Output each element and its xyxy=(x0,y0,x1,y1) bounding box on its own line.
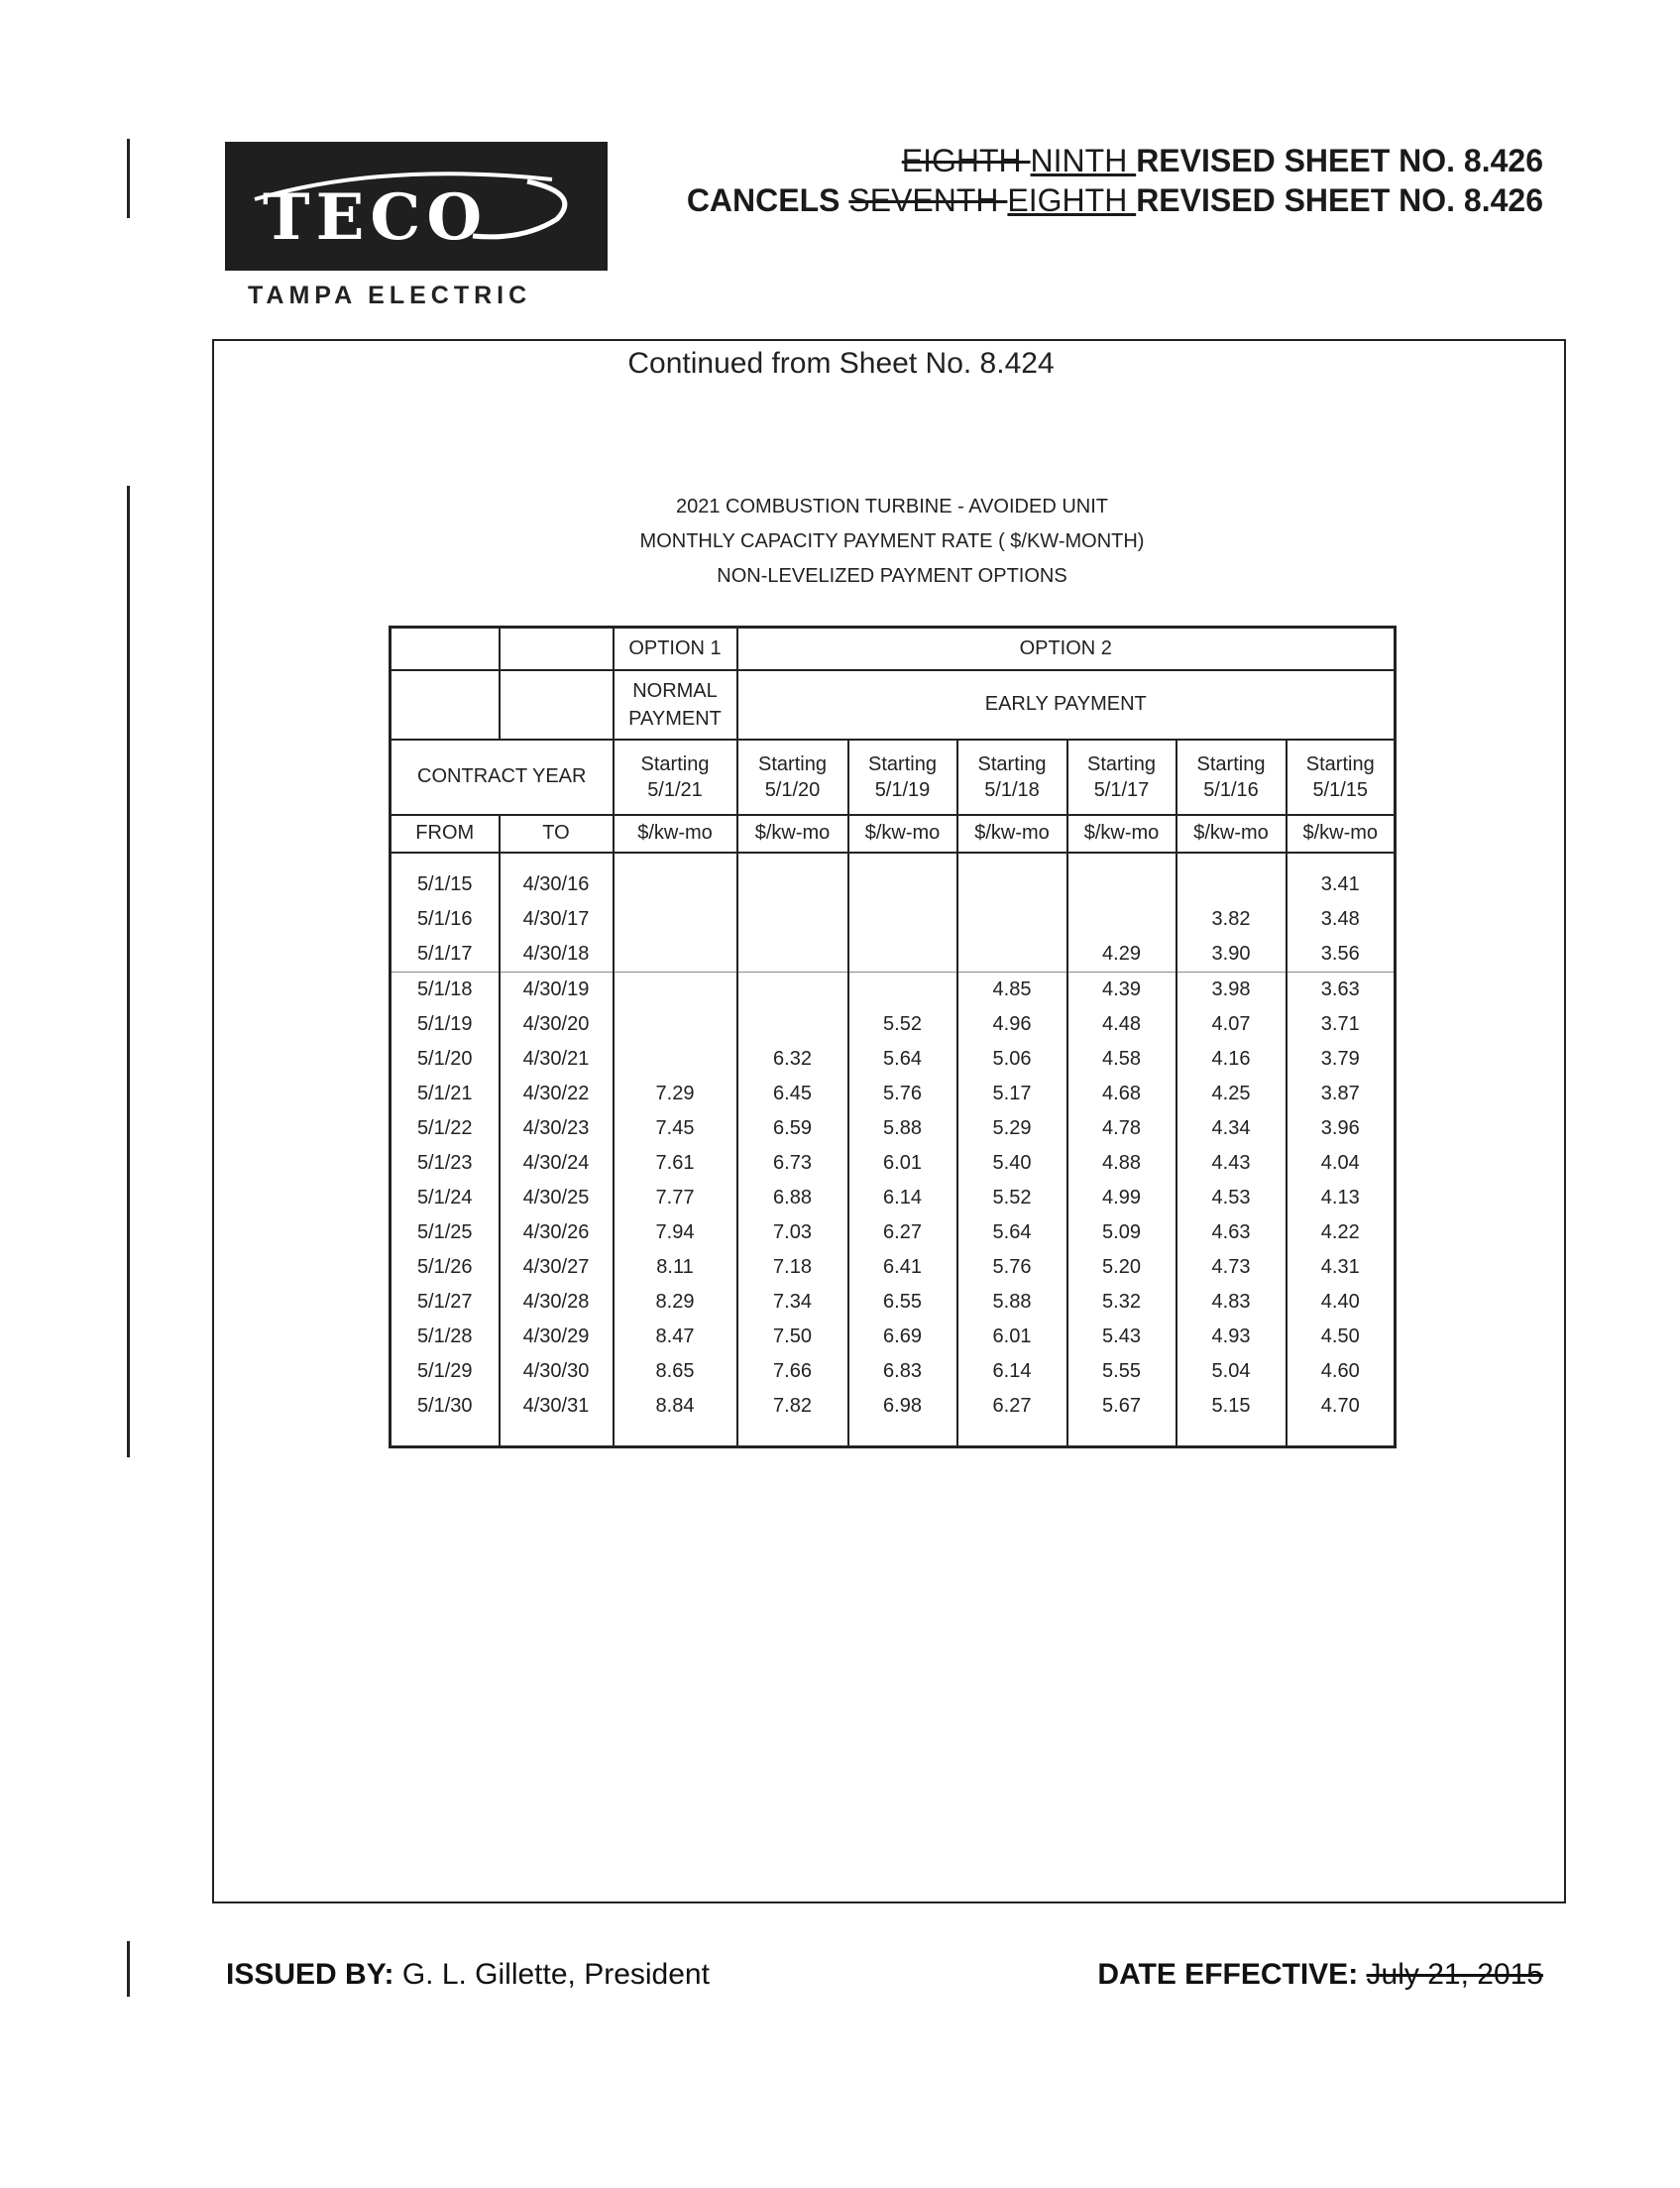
rate-cell: 6.32 xyxy=(737,1042,848,1077)
contract-year-header: CONTRACT YEAR xyxy=(391,740,614,815)
rate-cell: 4.43 xyxy=(1176,1146,1287,1181)
rate-cell: 5.20 xyxy=(1067,1250,1176,1285)
rate-cell xyxy=(848,937,957,973)
rate-cell: 4.88 xyxy=(1067,1146,1176,1181)
table-row xyxy=(391,1007,1396,1042)
option2-header: OPTION 2 xyxy=(737,628,1396,670)
rate-cell: 7.03 xyxy=(737,1215,848,1250)
rate-cell xyxy=(1176,853,1287,902)
table-row xyxy=(391,1354,1396,1389)
to-cell: 4/30/27 xyxy=(500,1250,614,1285)
rate-cell xyxy=(737,972,848,1007)
rate-cell: 6.73 xyxy=(737,1146,848,1181)
rate-cell: 5.64 xyxy=(848,1042,957,1077)
unit-header: $/kw-mo xyxy=(1176,815,1287,853)
rate-cell: 4.78 xyxy=(1067,1111,1176,1146)
rate-cell: 4.04 xyxy=(1287,1146,1396,1181)
start-date: 5/1/15 xyxy=(1312,778,1369,801)
rate-cell: 5.06 xyxy=(957,1042,1067,1077)
to-cell: 4/30/16 xyxy=(500,853,614,902)
to-cell: 4/30/30 xyxy=(500,1354,614,1389)
rate-cell: 6.27 xyxy=(848,1215,957,1250)
rate-cell: 4.40 xyxy=(1287,1285,1396,1320)
rate-cell: 3.63 xyxy=(1287,972,1396,1007)
unit-header: $/kw-mo xyxy=(614,815,737,853)
rate-cell: 4.85 xyxy=(957,972,1067,1007)
table-title-1: 2021 COMBUSTION TURBINE - AVOIDED UNIT xyxy=(675,496,1108,518)
from-cell: 5/1/29 xyxy=(391,1354,500,1389)
rate-cell: 8.29 xyxy=(614,1285,737,1320)
rate-cell: 5.04 xyxy=(1176,1354,1287,1389)
rate-cell: 7.94 xyxy=(614,1215,737,1250)
unit-header: $/kw-mo xyxy=(1067,815,1176,853)
rate-cell: 5.43 xyxy=(1067,1320,1176,1354)
rate-cell xyxy=(737,1007,848,1042)
from-cell: 5/1/19 xyxy=(391,1007,500,1042)
start-header xyxy=(1287,740,1396,815)
teco-logo-mark xyxy=(225,142,608,271)
rate-cell: 3.56 xyxy=(1287,937,1396,973)
rate-cell: 7.34 xyxy=(737,1285,848,1320)
table-row xyxy=(391,902,1396,937)
from-cell: 5/1/22 xyxy=(391,1111,500,1146)
to-cell: 4/30/26 xyxy=(500,1215,614,1250)
unit-header: $/kw-mo xyxy=(848,815,957,853)
rate-cell xyxy=(1067,853,1176,902)
table-row xyxy=(391,1389,1396,1447)
from-cell: 5/1/27 xyxy=(391,1285,500,1320)
rate-cell: 3.41 xyxy=(1287,853,1396,902)
inserted-text: EIGHTH xyxy=(1007,182,1137,218)
rate-cell: 8.65 xyxy=(614,1354,737,1389)
rate-cell: 7.82 xyxy=(737,1389,848,1447)
rate-cell: 4.93 xyxy=(1176,1320,1287,1354)
teco-logo xyxy=(225,142,608,271)
rate-cell: 4.99 xyxy=(1067,1181,1176,1215)
rate-cell: 5.15 xyxy=(1176,1389,1287,1447)
rate-cell: 4.34 xyxy=(1176,1111,1287,1146)
starting-label: Starting xyxy=(868,752,937,775)
logo-brand-text: TECO xyxy=(263,180,489,255)
from-cell: 5/1/18 xyxy=(391,972,500,1007)
rate-cell: 5.67 xyxy=(1067,1389,1176,1447)
rate-cell: 4.13 xyxy=(1287,1181,1396,1215)
rate-cell: 6.14 xyxy=(957,1354,1067,1389)
rate-cell: 4.83 xyxy=(1176,1285,1287,1320)
rate-cell xyxy=(957,937,1067,973)
start-date: 5/1/20 xyxy=(764,778,821,801)
to-cell: 4/30/21 xyxy=(500,1042,614,1077)
rate-cell: 4.68 xyxy=(1067,1077,1176,1111)
rate-cell xyxy=(614,1007,737,1042)
to-cell: 4/30/20 xyxy=(500,1007,614,1042)
to-header: TO xyxy=(500,815,614,853)
continued-text: Continued from Sheet No. 8.424 xyxy=(627,347,1055,380)
rate-cell: 4.07 xyxy=(1176,1007,1287,1042)
rate-cell: 5.88 xyxy=(848,1111,957,1146)
rate-cell xyxy=(614,972,737,1007)
starting-label: Starting xyxy=(977,752,1047,775)
early-payment-header: EARLY PAYMENT xyxy=(737,670,1396,740)
rate-cell: 3.87 xyxy=(1287,1077,1396,1111)
from-cell: 5/1/24 xyxy=(391,1181,500,1215)
rate-cell: 7.29 xyxy=(614,1077,737,1111)
struck-text: SEVENTH xyxy=(848,182,1008,218)
effective-date-struck: July 21, 2015 xyxy=(1366,1958,1543,1991)
normal-payment-header: NORMAL PAYMENT xyxy=(614,670,737,740)
rate-cell xyxy=(957,853,1067,902)
rate-cell xyxy=(848,853,957,902)
effective-label: DATE EFFECTIVE: xyxy=(1097,1958,1359,1991)
sheet-header xyxy=(687,141,1543,220)
rate-cell xyxy=(614,902,737,937)
from-cell: 5/1/17 xyxy=(391,937,500,973)
inserted-text: NINTH xyxy=(1030,143,1137,178)
to-cell: 4/30/18 xyxy=(500,937,614,973)
starting-label: Starting xyxy=(640,752,710,775)
rate-cell: 3.82 xyxy=(1176,902,1287,937)
rate-cell: 5.40 xyxy=(957,1146,1067,1181)
start-date: 5/1/21 xyxy=(647,778,703,801)
rate-cell: 3.48 xyxy=(1287,902,1396,937)
rate-cell: 4.22 xyxy=(1287,1215,1396,1250)
rate-cell xyxy=(848,972,957,1007)
rate-cell: 7.45 xyxy=(614,1111,737,1146)
rate-cell: 6.98 xyxy=(848,1389,957,1447)
rate-cell: 3.79 xyxy=(1287,1042,1396,1077)
rate-cell: 6.55 xyxy=(848,1285,957,1320)
rate-cell: 4.31 xyxy=(1287,1250,1396,1285)
continued-note xyxy=(0,347,1680,381)
rate-cell xyxy=(1067,902,1176,937)
issued-by xyxy=(226,1958,710,1992)
rate-cell: 5.76 xyxy=(848,1077,957,1111)
table-row xyxy=(391,853,1396,902)
from-cell: 5/1/25 xyxy=(391,1215,500,1250)
start-date: 5/1/19 xyxy=(874,778,931,801)
rate-cell xyxy=(737,853,848,902)
rate-cell: 8.11 xyxy=(614,1250,737,1285)
to-cell: 4/30/24 xyxy=(500,1146,614,1181)
rate-cell xyxy=(614,937,737,973)
date-effective xyxy=(1097,1958,1543,1992)
rate-cell: 3.71 xyxy=(1287,1007,1396,1042)
rate-cell: 7.61 xyxy=(614,1146,737,1181)
rate-cell: 5.52 xyxy=(848,1007,957,1042)
rate-cell: 6.88 xyxy=(737,1181,848,1215)
option1-header: OPTION 1 xyxy=(614,628,737,670)
rate-cell: 7.66 xyxy=(737,1354,848,1389)
struck-text: EIGHTH xyxy=(901,143,1031,178)
rate-cell: 5.88 xyxy=(957,1285,1067,1320)
cancels-text: CANCELS xyxy=(686,182,849,218)
from-cell: 5/1/28 xyxy=(391,1320,500,1354)
rate-cell: 5.32 xyxy=(1067,1285,1176,1320)
from-cell: 5/1/16 xyxy=(391,902,500,937)
table-row xyxy=(391,1285,1396,1320)
table-row xyxy=(391,1215,1396,1250)
rate-cell: 6.83 xyxy=(848,1354,957,1389)
to-cell: 4/30/19 xyxy=(500,972,614,1007)
start-header xyxy=(1176,740,1287,815)
rate-cell xyxy=(614,1042,737,1077)
rate-cell: 6.01 xyxy=(957,1320,1067,1354)
start-header xyxy=(1067,740,1176,815)
table-row xyxy=(391,1250,1396,1285)
starting-label: Starting xyxy=(1196,752,1266,775)
rate-cell: 7.18 xyxy=(737,1250,848,1285)
start-header xyxy=(957,740,1067,815)
rate-cell: 4.25 xyxy=(1176,1077,1287,1111)
unit-header: $/kw-mo xyxy=(737,815,848,853)
rate-cell: 6.69 xyxy=(848,1320,957,1354)
from-header: FROM xyxy=(391,815,500,853)
rate-cell: 6.45 xyxy=(737,1077,848,1111)
logo-tagline: TAMPA ELECTRIC xyxy=(248,282,532,309)
to-cell: 4/30/31 xyxy=(500,1389,614,1447)
table-row xyxy=(391,1181,1396,1215)
rate-cell: 5.76 xyxy=(957,1250,1067,1285)
revision-bar-header xyxy=(127,139,130,218)
rate-cell xyxy=(614,853,737,902)
revision-bar-table xyxy=(127,486,130,1457)
rate-cell: 4.16 xyxy=(1176,1042,1287,1077)
rate-cell: 6.27 xyxy=(957,1389,1067,1447)
rate-cell: 5.09 xyxy=(1067,1215,1176,1250)
blank-header-cell xyxy=(500,628,614,670)
blank-header-cell xyxy=(391,628,500,670)
rate-cell: 8.47 xyxy=(614,1320,737,1354)
rate-cell: 4.50 xyxy=(1287,1320,1396,1354)
rate-cell: 7.50 xyxy=(737,1320,848,1354)
rate-cell: 5.29 xyxy=(957,1111,1067,1146)
start-header-option1 xyxy=(614,740,737,815)
table-row xyxy=(391,937,1396,973)
table-row xyxy=(391,1042,1396,1077)
sheet-number-text: REVISED SHEET NO. 8.426 xyxy=(1136,182,1543,218)
rate-cell: 6.41 xyxy=(848,1250,957,1285)
starting-label: Starting xyxy=(758,752,827,775)
rate-cell: 5.55 xyxy=(1067,1354,1176,1389)
rate-cell xyxy=(848,902,957,937)
table-row xyxy=(391,972,1396,1007)
to-cell: 4/30/22 xyxy=(500,1077,614,1111)
rate-cell xyxy=(737,937,848,973)
from-cell: 5/1/21 xyxy=(391,1077,500,1111)
rate-cell: 5.52 xyxy=(957,1181,1067,1215)
table-row xyxy=(391,1077,1396,1111)
to-cell: 4/30/28 xyxy=(500,1285,614,1320)
rate-cell: 5.64 xyxy=(957,1215,1067,1250)
rate-cell: 4.58 xyxy=(1067,1042,1176,1077)
revision-bar-footer xyxy=(127,1941,130,1997)
rate-cell: 4.73 xyxy=(1176,1250,1287,1285)
table-row xyxy=(391,1111,1396,1146)
sheet-header-line1 xyxy=(687,141,1543,180)
unit-header: $/kw-mo xyxy=(957,815,1067,853)
rate-cell: 8.84 xyxy=(614,1389,737,1447)
rate-cell: 3.96 xyxy=(1287,1111,1396,1146)
rate-cell: 4.53 xyxy=(1176,1181,1287,1215)
rate-cell: 4.70 xyxy=(1287,1389,1396,1447)
rate-table-body xyxy=(391,853,1396,1447)
table-row xyxy=(391,1320,1396,1354)
to-cell: 4/30/23 xyxy=(500,1111,614,1146)
rate-cell: 4.48 xyxy=(1067,1007,1176,1042)
sheet-header-line2 xyxy=(687,180,1543,220)
rate-cell: 7.77 xyxy=(614,1181,737,1215)
sheet-number-text: REVISED SHEET NO. 8.426 xyxy=(1136,143,1543,178)
to-cell: 4/30/25 xyxy=(500,1181,614,1215)
rate-cell: 6.01 xyxy=(848,1146,957,1181)
rate-cell: 4.39 xyxy=(1067,972,1176,1007)
from-cell: 5/1/15 xyxy=(391,853,500,902)
from-cell: 5/1/20 xyxy=(391,1042,500,1077)
issued-name: G. L. Gillette, President xyxy=(401,1958,710,1991)
from-cell: 5/1/30 xyxy=(391,1389,500,1447)
rate-cell: 3.90 xyxy=(1176,937,1287,973)
rate-table xyxy=(389,626,1397,1448)
blank-header-cell xyxy=(391,670,500,740)
rate-cell: 4.63 xyxy=(1176,1215,1287,1250)
blank-header-cell xyxy=(500,670,614,740)
start-header xyxy=(848,740,957,815)
to-cell: 4/30/17 xyxy=(500,902,614,937)
rate-cell: 4.60 xyxy=(1287,1354,1396,1389)
start-header xyxy=(737,740,848,815)
from-cell: 5/1/26 xyxy=(391,1250,500,1285)
rate-cell: 6.59 xyxy=(737,1111,848,1146)
table-title-2: MONTHLY CAPACITY PAYMENT RATE ( $/KW-MONTH) xyxy=(639,530,1145,552)
from-cell: 5/1/23 xyxy=(391,1146,500,1181)
start-date: 5/1/16 xyxy=(1203,778,1259,801)
starting-label: Starting xyxy=(1305,752,1375,775)
rate-cell: 6.14 xyxy=(848,1181,957,1215)
table-row xyxy=(391,1146,1396,1181)
unit-header: $/kw-mo xyxy=(1287,815,1396,853)
rate-cell: 3.98 xyxy=(1176,972,1287,1007)
to-cell: 4/30/29 xyxy=(500,1320,614,1354)
table-title-3: NON-LEVELIZED PAYMENT OPTIONS xyxy=(717,565,1067,587)
rate-cell xyxy=(737,902,848,937)
rate-cell xyxy=(957,902,1067,937)
start-date: 5/1/17 xyxy=(1093,778,1150,801)
issued-label: ISSUED BY: xyxy=(226,1958,394,1991)
rate-cell: 4.96 xyxy=(957,1007,1067,1042)
rate-cell: 5.17 xyxy=(957,1077,1067,1111)
start-date: 5/1/18 xyxy=(984,778,1040,801)
rate-cell: 4.29 xyxy=(1067,937,1176,973)
starting-label: Starting xyxy=(1087,752,1156,775)
table-titles xyxy=(0,490,1680,594)
